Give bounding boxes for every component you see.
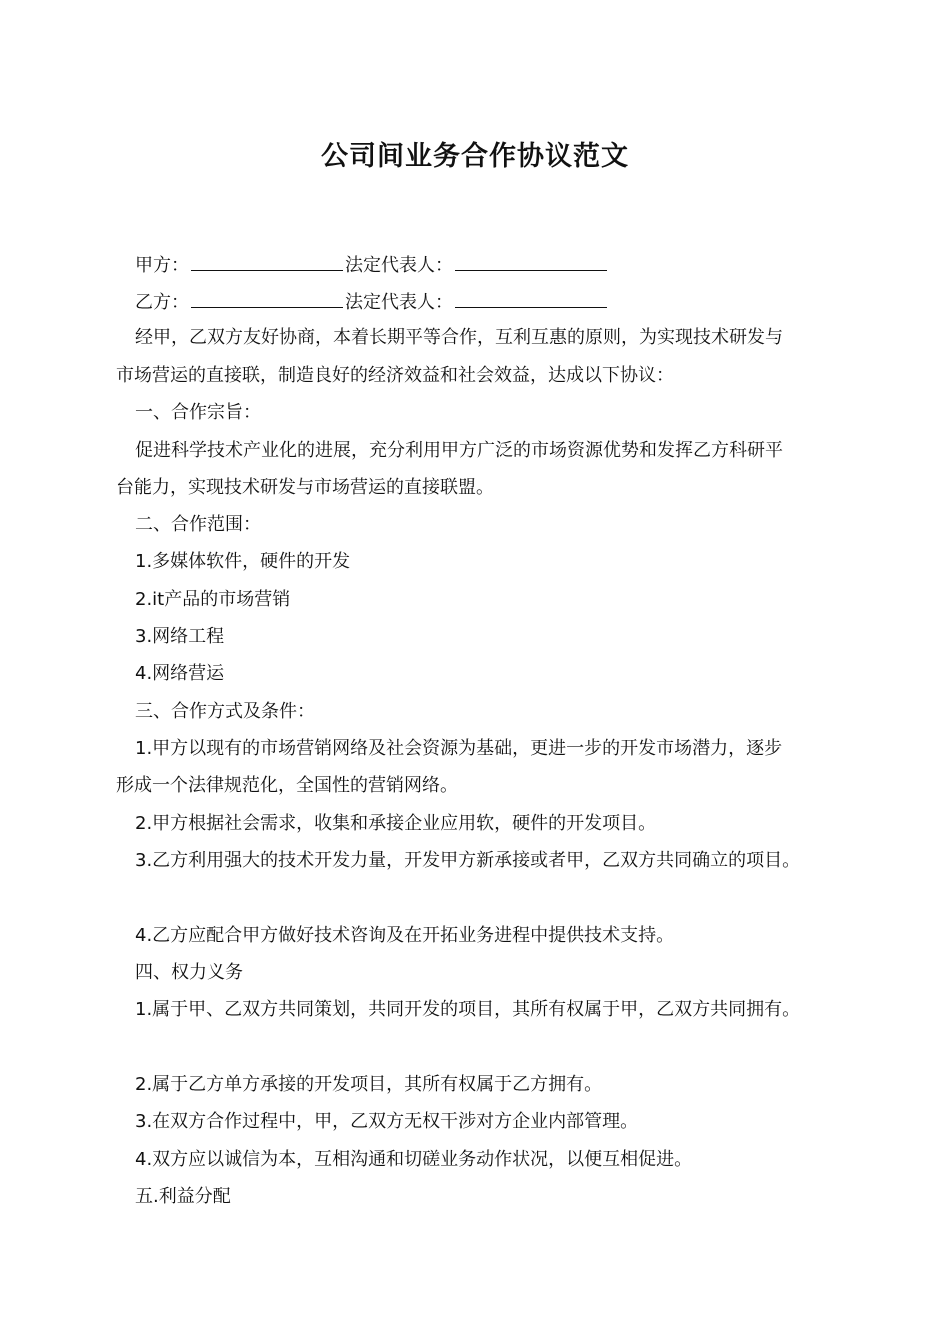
section-4-heading: 四、权力义务 xyxy=(135,962,243,983)
section-3-item-4: 4.乙方应配合甲方做好技术咨询及在开拓业务进程中提供技术支持。 xyxy=(135,925,675,946)
section-1-line-2: 台能力，实现技术研发与市场营运的直接联盟。 xyxy=(116,477,494,498)
party-a-rep-label: 法定代表人： xyxy=(345,255,453,276)
section-2-item-3: 3.网络工程 xyxy=(135,626,225,647)
section-5-heading: 五.利益分配 xyxy=(135,1186,231,1207)
section-4-item-4: 4.双方应以诚信为本，互相沟通和切磋业务动作状况，以便互相促进。 xyxy=(135,1149,693,1170)
section-2-item-2: 2.it产品的市场营销 xyxy=(135,589,291,610)
section-4-item-2: 2.属于乙方单方承接的开发项目，其所有权属于乙方拥有。 xyxy=(135,1074,603,1095)
intro-line-1: 经甲，乙双方友好协商，本着长期平等合作，互利互惠的原则，为实现技术研发与 xyxy=(135,327,783,348)
party-b-line xyxy=(135,289,609,315)
party-b-rep-blank xyxy=(455,289,607,308)
section-3-item-2: 2.甲方根据社会需求，收集和承接企业应用软，硬件的开发项目。 xyxy=(135,813,657,834)
section-1-line-1: 促进科学技术产业化的进展，充分利用甲方广泛的市场资源优势和发挥乙方科研平 xyxy=(135,440,783,461)
party-b-name-blank xyxy=(191,289,343,308)
section-3-item-1-line-2: 形成一个法律规范化，全国性的营销网络。 xyxy=(116,775,458,796)
section-3-heading: 三、合作方式及条件： xyxy=(135,701,315,722)
section-1-heading: 一、合作宗旨： xyxy=(135,402,261,423)
party-b-label: 乙方： xyxy=(135,292,189,313)
party-b-rep-label: 法定代表人： xyxy=(345,292,453,313)
section-3-item-1-line-1: 1.甲方以现有的市场营销网络及社会资源为基础，更进一步的开发市场潜力，逐步 xyxy=(135,738,783,759)
intro-line-2: 市场营运的直接联，制造良好的经济效益和社会效益，达成以下协议： xyxy=(116,365,674,386)
section-2-heading: 二、合作范围： xyxy=(135,514,261,535)
section-4-item-1: 1.属于甲、乙双方共同策划，共同开发的项目，其所有权属于甲，乙双方共同拥有。 xyxy=(135,999,801,1020)
party-a-line xyxy=(135,252,609,278)
party-a-rep-blank xyxy=(455,252,607,271)
document-title: 公司间业务合作协议范文 xyxy=(321,141,629,172)
section-4-item-3: 3.在双方合作过程中，甲，乙双方无权干涉对方企业内部管理。 xyxy=(135,1111,639,1132)
section-2-item-1: 1.多媒体软件，硬件的开发 xyxy=(135,551,351,572)
section-3-item-3: 3.乙方利用强大的技术开发力量，开发甲方新承接或者甲，乙双方共同确立的项目。 xyxy=(135,850,801,871)
section-2-item-4: 4.网络营运 xyxy=(135,663,225,684)
party-a-label: 甲方： xyxy=(135,255,189,276)
party-a-name-blank xyxy=(191,252,343,271)
